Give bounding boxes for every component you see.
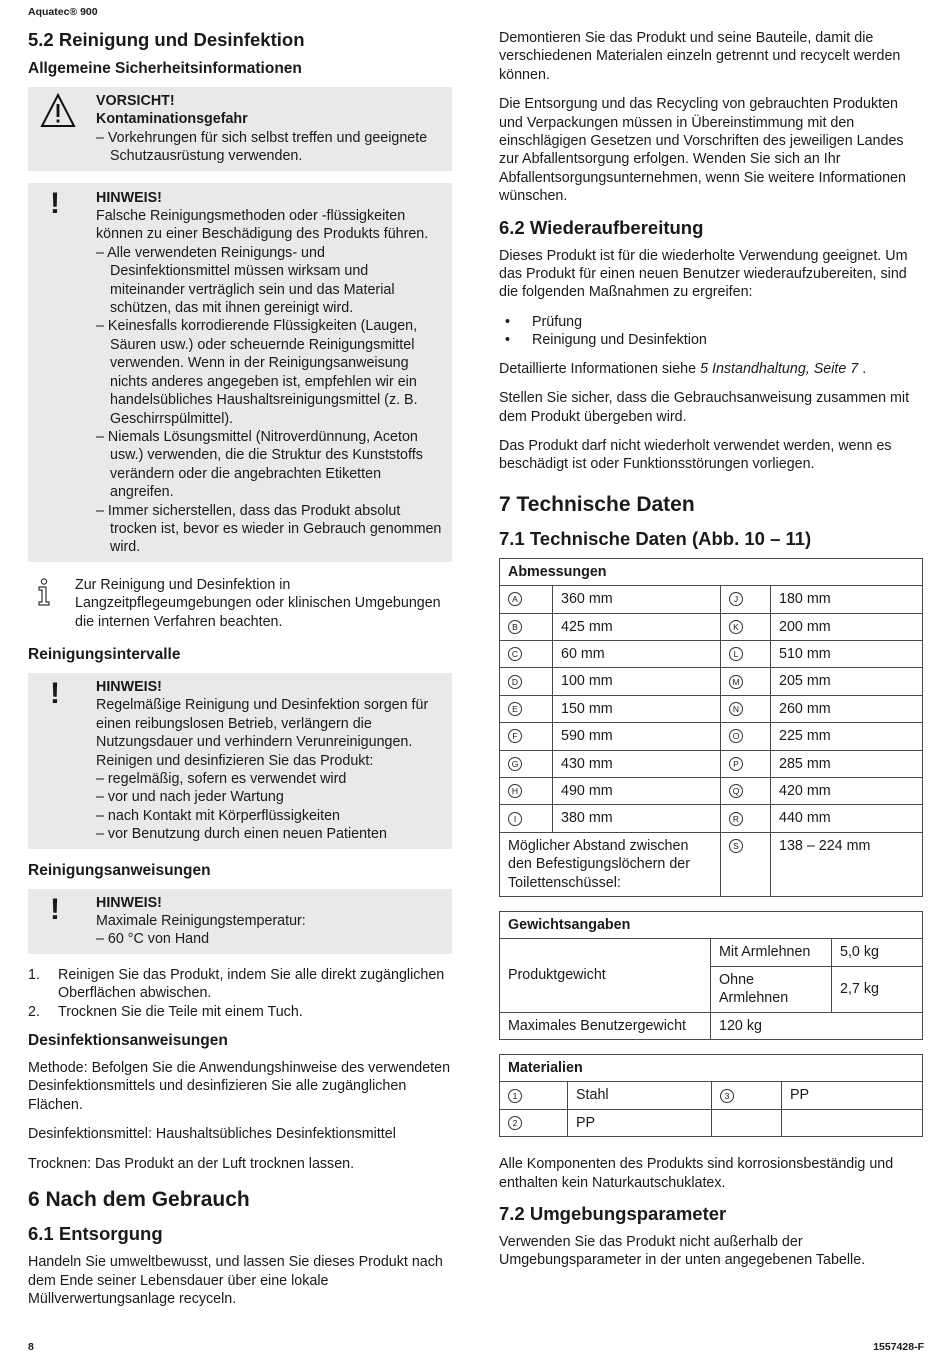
- table-cell: [721, 777, 771, 804]
- table-row: [500, 805, 923, 832]
- details-text: Detaillierte Informationen siehe 5 Instandhaltung, Seite 7 .: [499, 360, 867, 377]
- notice-item: – Immer sicherstellen, dass das Produkt absolut trocken ist, bevor es wieder in Gebrauch genommen wird.: [96, 502, 442, 556]
- table-cell: 60 mm: [553, 640, 721, 667]
- table-cell: [721, 668, 771, 695]
- table-cell: Maximales Benutzergewicht: [500, 1012, 711, 1039]
- letter-marker: O: [729, 729, 743, 743]
- letter-marker: C: [508, 647, 522, 661]
- number-marker: 1: [508, 1089, 522, 1103]
- table-cell: 2,7 kg: [832, 966, 923, 1012]
- table-cell: 430 mm: [553, 750, 721, 777]
- letter-marker: G: [508, 757, 522, 771]
- disassembly-text: Demontieren Sie das Produkt und seine Bauteile, damit die verschiedenen Materialen einzeln getrennt und recycelt werden können.: [499, 30, 901, 83]
- section-7-1-title: 7.1 Technische Daten (Abb. 10 – 11): [499, 527, 812, 549]
- letter-marker: R: [729, 812, 743, 826]
- table-cell: 100 mm: [553, 668, 721, 695]
- table-cell: [500, 613, 553, 640]
- table-cell: Produktgewicht: [500, 939, 711, 1012]
- method-text: Methode: Befolgen Sie die Anwendungshinweise des verwendeten Desinfektionsmittels und desinfizieren Sie alle zugänglichen Flächen.: [28, 1060, 451, 1113]
- disposal-text: Die Entsorgung und das Recycling von gebrauchten Produkten und Verpackungen müssen in Übereinstimmung mit den einschlägigen Gesetzen und Vorschriften des jeweiligen Landes zur Abfallentsorgung erfolgen. Wenden Sie sich an Ihr Abfallentsorgungsunternehmen, wenn Sie weitere Informationen wünschen.: [499, 96, 906, 205]
- table-cell: [721, 805, 771, 832]
- table-cell: 360 mm: [553, 586, 721, 613]
- table-cell: 510 mm: [771, 640, 923, 667]
- agent-text: Desinfektionsmittel: Haushaltsübliches Desinfektionsmittel: [28, 1126, 396, 1143]
- table-cell: [721, 750, 771, 777]
- table-cell: PP: [568, 1109, 712, 1136]
- table-cell: 285 mm: [771, 750, 923, 777]
- table-row: [500, 750, 923, 777]
- table-row: [500, 668, 923, 695]
- info-text: Zur Reinigung und Desinfektion in Langzeitpflegeumgebungen oder klinischen Umgebungen die internen Verfahren beachten.: [75, 576, 441, 630]
- table-cell: [500, 805, 553, 832]
- notice-item: – nach Kontakt mit Körperflüssigkeiten: [96, 807, 340, 824]
- number-marker: 2: [508, 1116, 522, 1130]
- section-7-2-title: 7.2 Umgebungsparameter: [499, 1203, 727, 1225]
- table-cell: 180 mm: [771, 586, 923, 613]
- table-row: [500, 1109, 923, 1136]
- table-cell: [500, 723, 553, 750]
- letter-marker: N: [729, 702, 743, 716]
- right-column: [499, 29, 923, 1281]
- header-product: Aquatec® 900: [28, 6, 98, 18]
- materials-table: [499, 1054, 923, 1137]
- letter-marker: P: [729, 757, 743, 771]
- table-cell: [782, 1109, 923, 1136]
- caution-subtitle: Kontaminationsgefahr: [96, 111, 248, 128]
- notice-box-2: [28, 673, 452, 849]
- ensure-text: Stellen Sie sicher, dass die Gebrauchsanweisung zusammen mit dem Produkt übergeben wird.: [499, 390, 910, 425]
- table-cell: [721, 832, 771, 896]
- weights-table: [499, 911, 923, 1040]
- letter-marker: L: [729, 647, 743, 661]
- letter-marker: A: [508, 592, 522, 606]
- table-cell: 138 – 224 mm: [771, 832, 923, 896]
- table-cell: Stahl: [568, 1082, 712, 1109]
- table-row: [500, 586, 923, 613]
- table-header: Gewichtsangaben: [500, 912, 923, 939]
- notice-text: Falsche Reinigungsmethoden oder -flüssigkeiten können zu einer Beschädigung des Produkts führen.: [96, 208, 429, 243]
- table-cell: 225 mm: [771, 723, 923, 750]
- table-cell: PP: [782, 1082, 923, 1109]
- notice-item: – Alle verwendeten Reinigungs- und Desinfektionsmittel müssen wirksam und miteinander verträglich sein und das Material schützen, das mit ihnen gereinigt wird.: [96, 244, 395, 317]
- section-6-1-title: 6.1 Entsorgung: [28, 1223, 163, 1245]
- instructions-heading: Reinigungsanweisungen: [28, 861, 211, 879]
- table-row: [500, 723, 923, 750]
- table-row: [500, 640, 923, 667]
- notice-text: Maximale Reinigungstemperatur:: [96, 913, 306, 930]
- table-header: Materialien: [500, 1055, 923, 1082]
- exclamation-icon: !: [50, 186, 60, 220]
- table-row: [500, 1012, 923, 1039]
- notice-text: Reinigen und desinfizieren Sie das Produkt:: [96, 752, 374, 769]
- notice-box-3: [28, 889, 452, 954]
- table-cell: 205 mm: [771, 668, 923, 695]
- caution-box: [28, 87, 452, 171]
- letter-marker: I: [508, 812, 522, 826]
- table-cell: 150 mm: [553, 695, 721, 722]
- table-row: [500, 1082, 923, 1109]
- notice-title: HINWEIS!: [96, 678, 162, 695]
- notice-item: – vor Benutzung durch einen neuen Patienten: [96, 826, 387, 843]
- table-row: [500, 939, 923, 966]
- list-item: • Prüfung: [505, 313, 583, 330]
- letter-marker: B: [508, 620, 522, 634]
- table-cell: [500, 1109, 568, 1136]
- table-cell: [500, 750, 553, 777]
- notice-item: – vor und nach jeder Wartung: [96, 789, 284, 806]
- dimensions-table: [499, 558, 923, 897]
- table-cell: [721, 723, 771, 750]
- letter-marker: S: [729, 839, 743, 853]
- section-6-2-title: 6.2 Wiederaufbereitung: [499, 216, 704, 238]
- notice-item: – 60 °C von Hand: [96, 931, 210, 948]
- no-reuse-text: Das Produkt darf nicht wiederholt verwendet werden, wenn es beschädigt ist oder Funktionsstörungen vorliegen.: [499, 437, 892, 473]
- cleaning-steps: [28, 966, 452, 1021]
- letter-marker: J: [729, 592, 743, 606]
- document-number: 1557428-F: [873, 1340, 924, 1353]
- letter-marker: E: [508, 702, 522, 716]
- letter-marker: M: [729, 675, 743, 689]
- table-cell: [500, 1082, 568, 1109]
- table-row: [500, 832, 923, 896]
- table-cell: [500, 668, 553, 695]
- intervals-heading: Reinigungsintervalle: [28, 645, 181, 663]
- number-marker: 3: [720, 1089, 734, 1103]
- table-cell: [500, 695, 553, 722]
- letter-marker: F: [508, 729, 522, 743]
- letter-marker: H: [508, 784, 522, 798]
- letter-marker: D: [508, 675, 522, 689]
- table-cell: 200 mm: [771, 613, 923, 640]
- caution-title: VORSICHT!: [96, 93, 175, 109]
- table-cell: [712, 1109, 782, 1136]
- table-cell: 490 mm: [553, 777, 721, 804]
- table-cell: 420 mm: [771, 777, 923, 804]
- table-header: Abmessungen: [500, 558, 923, 585]
- page-number: 8: [28, 1340, 34, 1353]
- letter-marker: Q: [729, 784, 743, 798]
- table-cell: [721, 640, 771, 667]
- info-icon: [34, 578, 54, 606]
- letter-marker: K: [729, 620, 743, 634]
- table-cell: [721, 586, 771, 613]
- disinfection-heading: Desinfektionsanweisungen: [28, 1032, 228, 1050]
- section-6-1-text: Handeln Sie umweltbewusst, und lassen Sie dieses Produkt nach dem Ende seiner Lebensdauer über eine lokale Müllverwertungsanlage recyceln.: [28, 1254, 443, 1307]
- table-cell: Ohne Armlehnen: [711, 966, 832, 1012]
- table-cell: 380 mm: [553, 805, 721, 832]
- notice-title: HINWEIS!: [96, 894, 162, 911]
- notice-text: Regelmäßige Reinigung und Desinfektion sorgen für einen reibungslosen Betrieb, verlängern die Nutzungsdauer und verhindern Verunreinigungen.: [96, 697, 429, 751]
- notice-item: – regelmäßig, sofern es verwendet wird: [96, 771, 347, 787]
- table-cell: [712, 1082, 782, 1109]
- section-6-2-text: Dieses Produkt ist für die wiederholte Verwendung geeignet. Um das Produkt für einen neuen Benutzer wiederaufzubereiten, sind die folgenden Maßnahmen zu ergreifen:: [499, 247, 908, 301]
- corrosion-text: Alle Komponenten des Produkts sind korrosionsbeständig und enthalten kein Naturkautschuklatex.: [499, 1156, 894, 1191]
- table-cell: [500, 777, 553, 804]
- warning-triangle-icon: [40, 93, 76, 129]
- table-cell: 260 mm: [771, 695, 923, 722]
- notice-box-1: [28, 183, 452, 562]
- section-7-title: 7 Technische Daten: [499, 492, 695, 516]
- table-row: [500, 777, 923, 804]
- list-item: 2. Trocknen Sie die Teile mit einem Tuch.: [28, 1003, 303, 1020]
- section-6-title: 6 Nach dem Gebrauch: [28, 1188, 250, 1212]
- caution-item: – Vorkehrungen für sich selbst treffen und geeignete Schutzausrüstung verwenden.: [96, 129, 428, 165]
- section-5-2-title: 5.2 Reinigung und Desinfektion: [28, 29, 305, 50]
- left-column: [28, 29, 452, 1319]
- notice-item: – Keinesfalls korrodierende Flüssigkeiten (Laugen, Säuren usw.) oder scheuernde Reinigungsmittel verwenden. Wenn in der Reinigungsanweisung nichts anderes angegeben ist, empfehlen wir ein handelsübliches Haushaltsreinigungsmittel (z. B. Geschirrspülmittel).: [96, 318, 418, 427]
- safety-heading: Allgemeine Sicherheitsinformationen: [28, 60, 302, 77]
- table-cell: [500, 640, 553, 667]
- notice-title: HINWEIS!: [96, 189, 162, 206]
- table-cell: 440 mm: [771, 805, 923, 832]
- info-note: [28, 576, 452, 631]
- table-cell: [500, 586, 553, 613]
- section-7-2-text: Verwenden Sie das Produkt nicht außerhalb der Umgebungsparameter in der unten angegebenen Tabelle.: [499, 1234, 866, 1269]
- cross-reference-link[interactable]: 5 Instandhaltung, Seite 7: [700, 360, 859, 377]
- table-cell: Möglicher Abstand zwischen den Befestigungslöchern der Toilettenschüssel:: [500, 832, 721, 896]
- exclamation-icon: !: [50, 892, 60, 926]
- table-cell: 590 mm: [553, 723, 721, 750]
- list-item: 1. Reinigen Sie das Produkt, indem Sie alle direkt zugänglichen Oberflächen abwischen.: [28, 966, 445, 1002]
- table-cell: 5,0 kg: [832, 939, 923, 966]
- table-cell: 120 kg: [711, 1012, 923, 1039]
- table-cell: Mit Armlehnen: [711, 939, 832, 966]
- table-row: [500, 613, 923, 640]
- table-cell: 425 mm: [553, 613, 721, 640]
- table-cell: [721, 613, 771, 640]
- reprocessing-list: [499, 313, 923, 350]
- table-cell: [721, 695, 771, 722]
- list-item: • Reinigung und Desinfektion: [505, 332, 707, 349]
- drying-text: Trocknen: Das Produkt an der Luft trocknen lassen.: [28, 1155, 355, 1172]
- exclamation-icon: !: [50, 676, 60, 710]
- notice-item: – Niemals Lösungsmittel (Nitroverdünnung, Aceton usw.) verwenden, die die Struktur des Kunststoffs verändern oder die angebrachten Etiketten angreifen.: [96, 428, 423, 501]
- table-row: [500, 695, 923, 722]
